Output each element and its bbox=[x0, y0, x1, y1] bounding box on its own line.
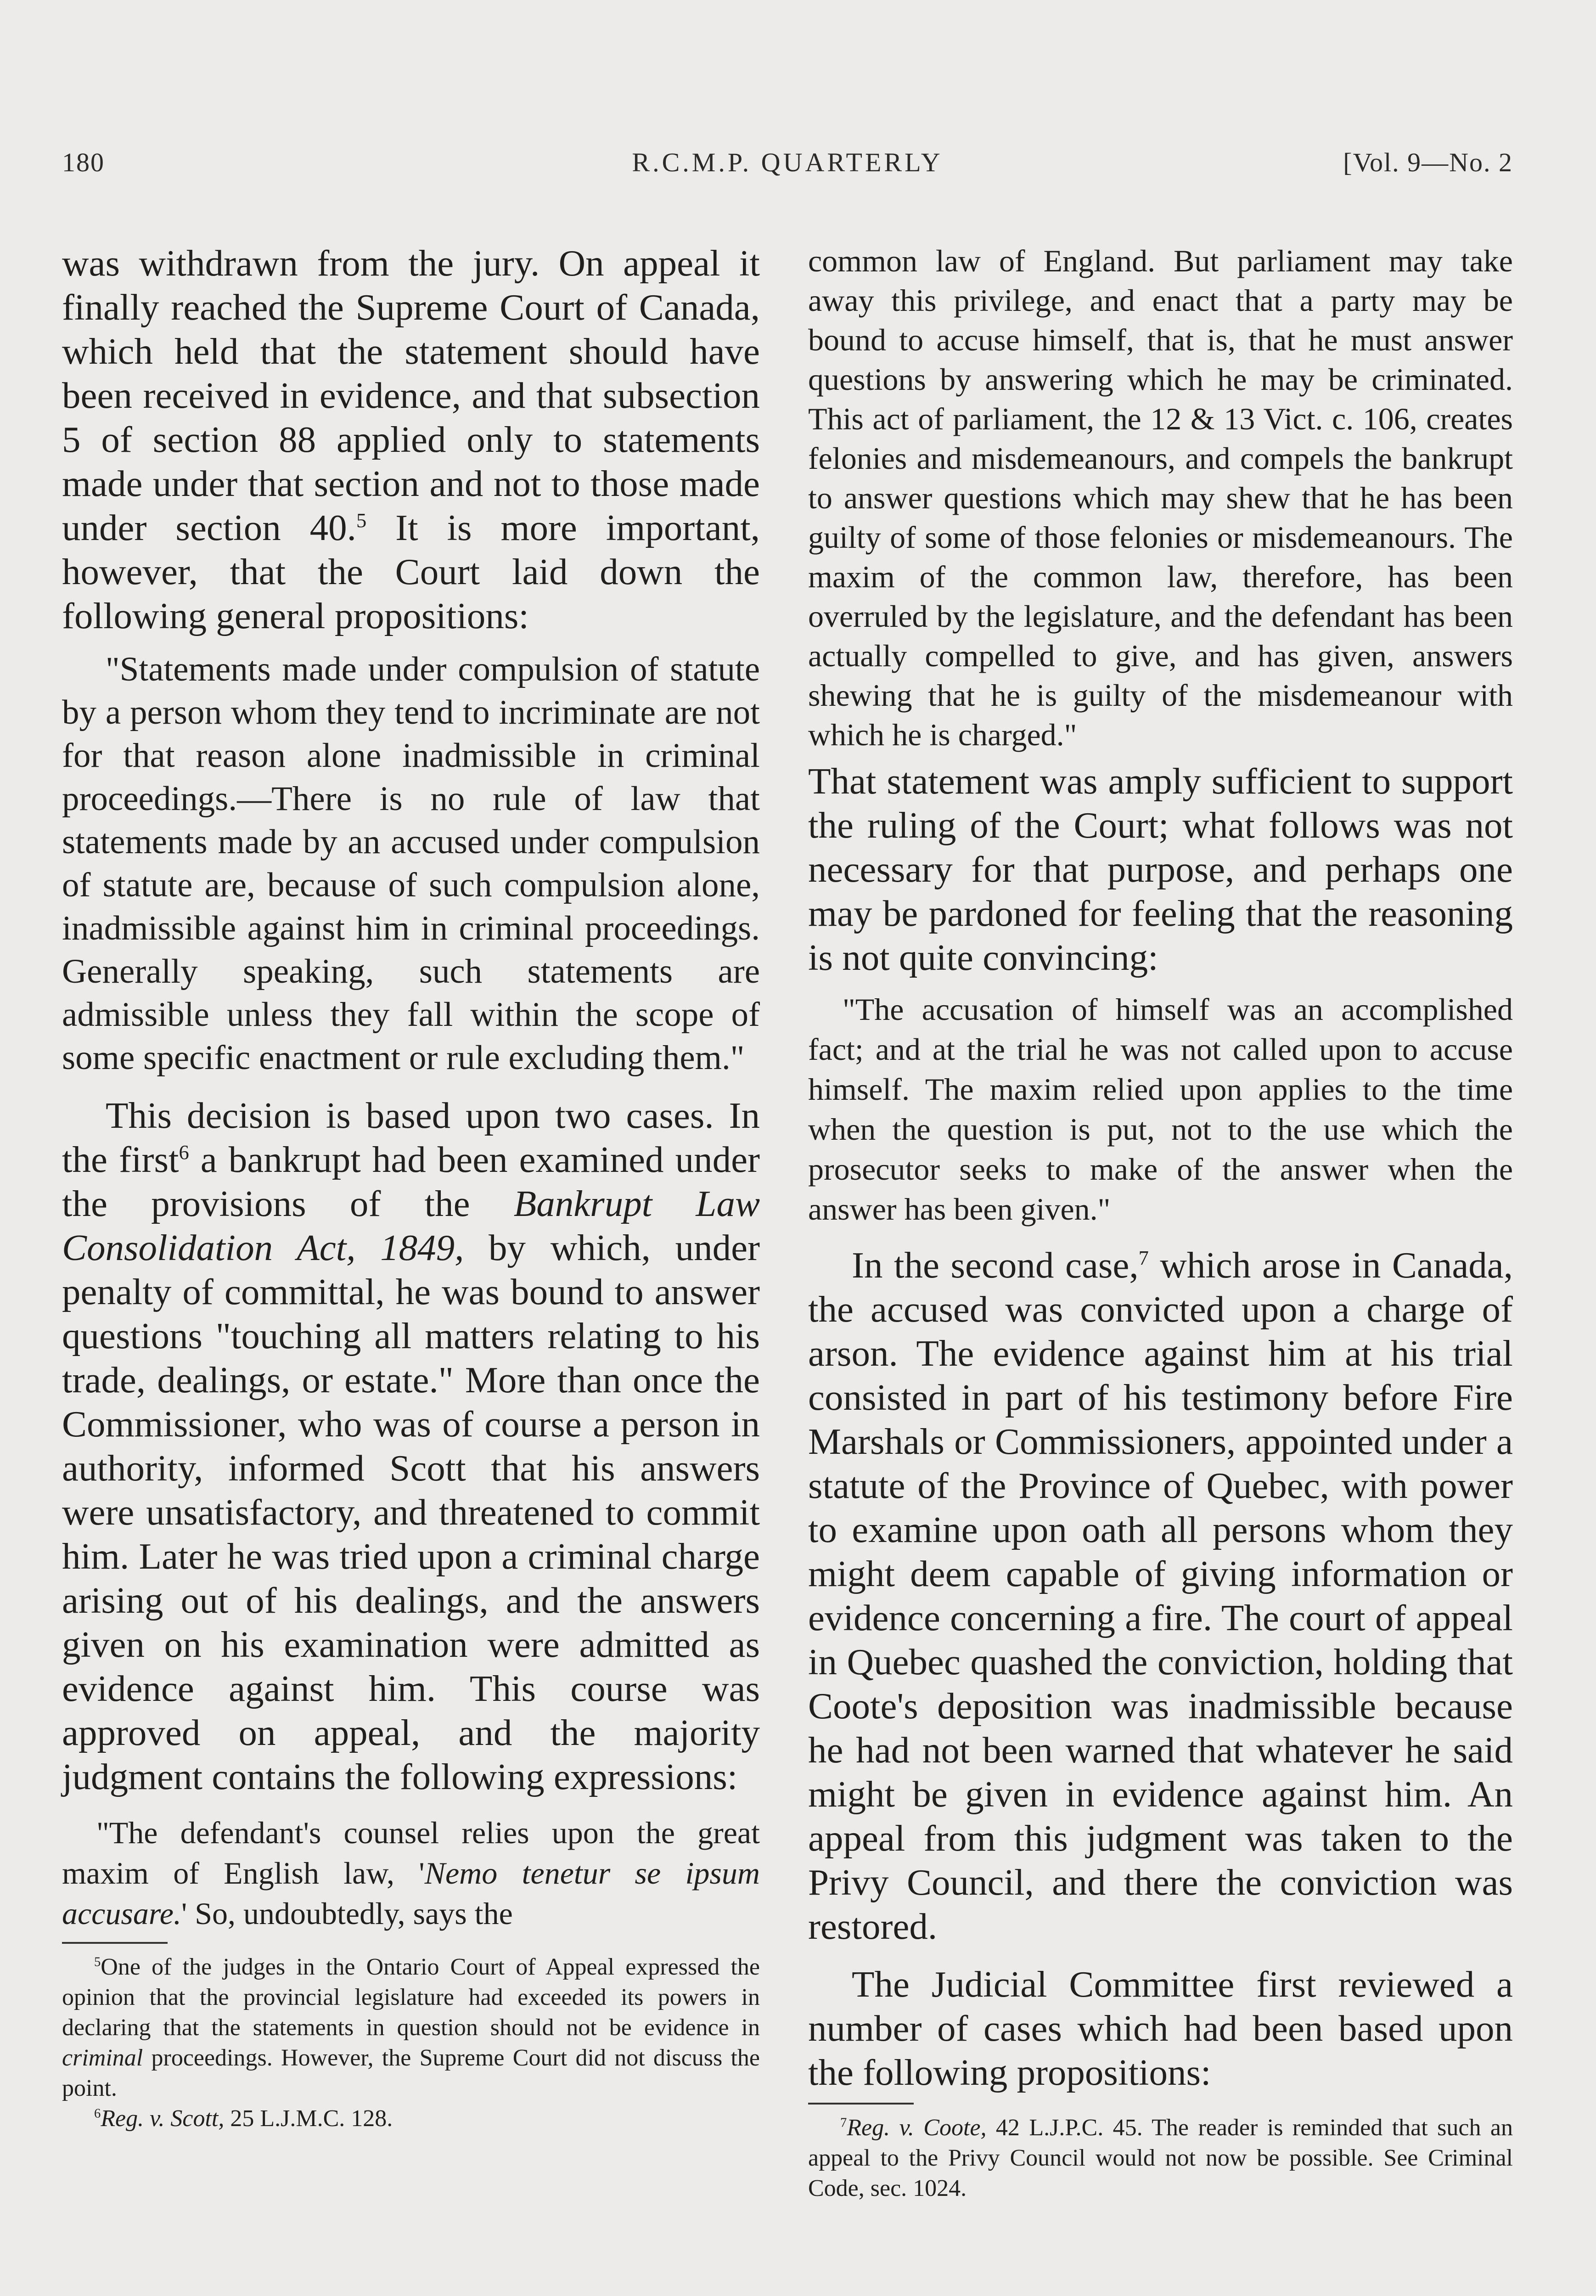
footnote-rule bbox=[62, 1942, 168, 1944]
quote-text: "The defendant's counsel relies upon the great maxim of English law, ' bbox=[62, 1815, 760, 1891]
block-quote-continued: common law of England. But parliament may take away this privilege, and enact that a party may be bound to accuse himself, that is, that he must answer questions by answering which he may be criminated. This act of parliament, the 12 & 13 Vict. c. 106, creates felonies and misdemeanours, and compels the bankrupt to answer questions which may shew that he has been guilty of some of those felonies or misdemeanours. The maxim of the common law, therefore, has been overruled by the legislature, and the defendant has been actually compelled to give, and has given, answers shewing that he is guilty of the misdemeanour with which he is charged." bbox=[808, 243, 1513, 752]
footnote-marker: 6 bbox=[94, 2106, 101, 2121]
paragraph-text: which arose in Canada, the accused was convicted upon a charge of arson. The evidence against him at his trial consisted in part of his testimony before Fire Marshals or Commissioners, appointed under a statute of the Province of Quebec, with power to examine upon oath all persons whom they might deem capable of giving information or evidence concerning a fire. The court of appeal in Quebec quashed the conviction, holding that Coote's deposition was inadmissible because he had not been warned that whatever he said might be given in evidence against him. An appeal from this judgment was taken to the Privy Council, and there the conviction was restored. bbox=[808, 1244, 1513, 1947]
footnote-ref: 5 bbox=[356, 509, 367, 532]
footnote-marker: 7 bbox=[840, 2116, 847, 2130]
footnote-text: 25 L.J.M.C. 128. bbox=[224, 2105, 393, 2132]
paragraph: That statement was amply sufficient to support the ruling of the Court; what follows was not necessary for that purpose, and perhaps one may be pardoned for feeling that the reasoning is not quite convincing: bbox=[808, 760, 1513, 978]
paragraph bbox=[808, 1243, 1513, 1948]
act-title: Bankrupt Law Consolidation Act, 1849, bbox=[62, 1183, 760, 1268]
footnote-ref: 7 bbox=[1138, 1246, 1149, 1269]
journal-title: R.C.M.P. QUARTERLY bbox=[632, 147, 943, 177]
paragraph-text: It is more important, however, that the Court laid down the following general propositions: bbox=[62, 507, 760, 636]
footnote-text: 42 L.J.P.C. 45. The reader is reminded that such an appeal to the Privy Council would not now be possible. See Criminal Code, sec. 1024. bbox=[808, 2115, 1513, 2201]
right-column bbox=[808, 241, 1513, 2204]
paragraph-text: In the second case, bbox=[852, 1244, 1139, 1286]
footnote-ref: 6 bbox=[179, 1141, 189, 1164]
quote-text: ' So, undoubtedly, says the bbox=[181, 1896, 513, 1931]
paragraph bbox=[62, 1093, 760, 1799]
block-quote bbox=[62, 1812, 760, 1934]
left-column bbox=[62, 241, 760, 2134]
latin-maxim: Nemo tenetur se ipsum accusare. bbox=[62, 1856, 760, 1931]
volume-number: [Vol. 9—No. 2 bbox=[1343, 147, 1513, 177]
paragraph-text: a bankrupt had been examined under the provisions of the bbox=[62, 1139, 760, 1224]
footnote-marker: 5 bbox=[94, 1955, 101, 1970]
page-number: 180 bbox=[62, 147, 105, 177]
footnote-rule bbox=[808, 2103, 914, 2105]
footnote-7 bbox=[808, 2113, 1513, 2204]
block-quote: "Statements made under compulsion of statute by a person whom they tend to incriminate are not for that reason alone inadmissible in criminal proceedings.—There is no rule of law that statements made by an accused under compulsion of statute are, because of such compulsion alone, inadmissible against him in criminal proceedings. Generally speaking, such statements are admissible unless they fall within the scope of some specific enactment or rule excluding them." bbox=[62, 650, 760, 1077]
footnote-italic: criminal bbox=[62, 2045, 143, 2071]
paragraph-text: was withdrawn from the jury. On appeal it finally reached the Supreme Court of Canada, which held that the statement should have been received in evidence, and that subsection 5 of section 88 applied only to statements made under that section and not to those made under section 40. bbox=[62, 242, 760, 548]
block-quote: "The accusation of himself was an accomplished fact; and at the trial he was not called upon to accuse himself. The maxim relied upon applies to the time when the question is put, not to the use which the prosecutor seeks to make of the answer when the answer has been given." bbox=[808, 992, 1513, 1227]
footnote-6 bbox=[62, 2104, 760, 2134]
paragraph: The Judicial Committee first reviewed a number of cases which had been based upon the following propositions: bbox=[808, 1964, 1513, 2093]
case-citation: Reg. v. Coote, bbox=[847, 2115, 987, 2141]
paragraph bbox=[62, 241, 760, 638]
paragraph-text: This decision is based upon two cases. In the first bbox=[62, 1095, 760, 1180]
running-header bbox=[62, 147, 1513, 193]
case-citation: Reg. v. Scott, bbox=[101, 2105, 225, 2132]
footnote-text: proceedings. However, the Supreme Court did not discuss the point. bbox=[62, 2045, 760, 2101]
paragraph-text: by which, under penalty of committal, he was bound to answer questions "touching all matters relating to his trade, dealings, or estate." More than once the Commissioner, who was of course a person in authority, informed Scott that his answers were unsatisfactory, and threatened to commit him. Later he was tried upon a criminal charge arising out of his dealings, and the answers given on his examination were admitted as evidence against him. This course was approved on appeal, and the majority judgment contains the following expressions: bbox=[62, 1227, 760, 1797]
footnote-text: One of the judges in the Ontario Court of Appeal expressed the opinion that the provincial legislature had exceeded its powers in declaring that the statements in question should not be evidence in bbox=[62, 1954, 760, 2041]
footnote-5 bbox=[62, 1952, 760, 2104]
